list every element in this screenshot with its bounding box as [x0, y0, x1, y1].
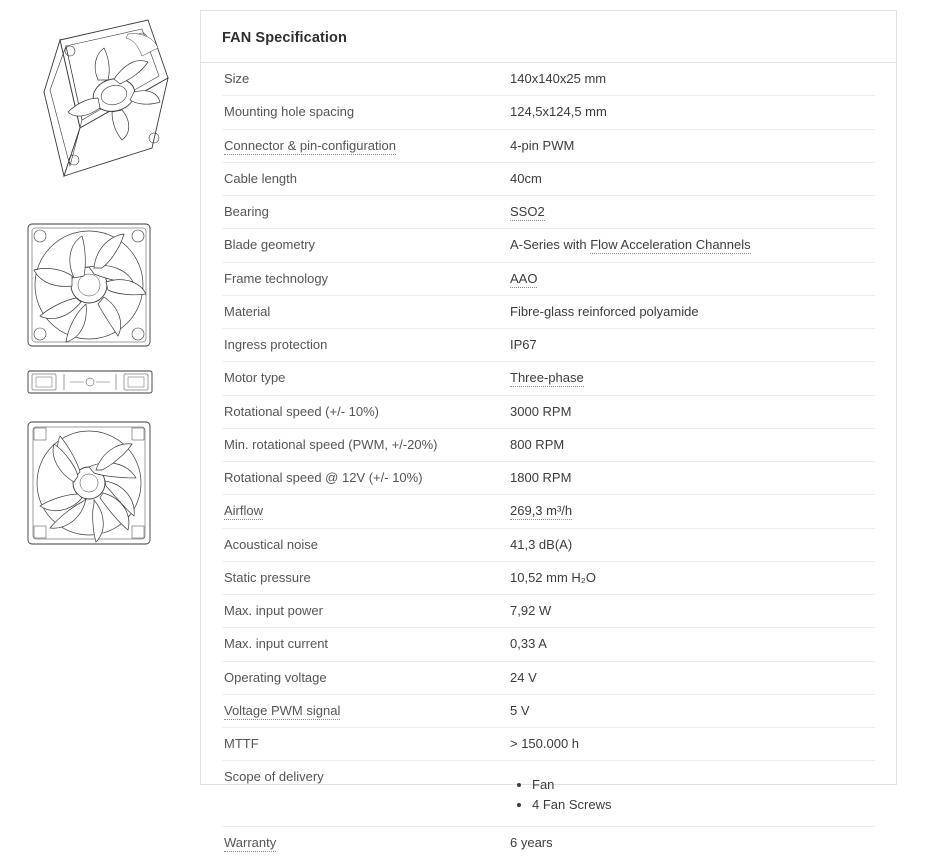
spec-row-value: [508, 561, 875, 594]
spec-row-value[interactable]: [508, 362, 875, 395]
spec-row: [222, 129, 875, 162]
spec-label-text: Mounting hole spacing: [224, 104, 355, 120]
spec-row-value[interactable]: [508, 196, 875, 229]
spec-label-text: Voltage PWM signal: [224, 702, 341, 718]
spec-row-label: [222, 628, 508, 661]
spec-value-text: 4-pin PWM: [510, 137, 575, 153]
spec-value-prefix: A-Series with: [510, 237, 591, 253]
spec-row: [222, 462, 875, 495]
spec-row-value[interactable]: [508, 229, 875, 262]
spec-row-label: [222, 162, 508, 195]
spec-row-label: [222, 661, 508, 694]
scope-of-delivery-row: [222, 761, 875, 826]
fan-side-view[interactable]: [24, 365, 156, 399]
spec-row-label: [222, 96, 508, 129]
spec-row: [222, 628, 875, 661]
scope-of-delivery-label: [222, 761, 508, 826]
spec-row: [222, 362, 875, 395]
page-title: FAN Specification: [222, 30, 347, 46]
spec-row-value: [508, 395, 875, 428]
spec-panel-header: [201, 11, 896, 63]
spec-row-value: [508, 295, 875, 328]
spec-row: [222, 694, 875, 727]
spec-row: [222, 329, 875, 362]
spec-value-text: 5 V: [510, 702, 530, 718]
warranty-value: [508, 826, 875, 859]
spec-label-text: Connector & pin-configuration: [224, 137, 396, 153]
spec-row-value: [508, 96, 875, 129]
spec-row-label: [222, 528, 508, 561]
spec-row: [222, 561, 875, 594]
spec-label-text: Min. rotational speed (PWM, +/-20%): [224, 436, 438, 452]
spec-row-value: [508, 528, 875, 561]
spec-value-text: 0,33 A: [510, 636, 547, 652]
fan-perspective-view[interactable]: [24, 12, 174, 202]
spec-row: [222, 728, 875, 761]
scope-of-delivery-list: [510, 775, 873, 815]
spec-value-text: 800 RPM: [510, 436, 565, 452]
spec-label-text: Rotational speed @ 12V (+/- 10%): [224, 470, 423, 485]
spec-label-text: Acoustical noise: [224, 536, 318, 552]
spec-row-label: [222, 329, 508, 362]
spec-row-value: [508, 428, 875, 461]
spec-row-value: [508, 329, 875, 362]
spec-row-label: [222, 262, 508, 295]
spec-label-text: Rotational speed (+/- 10%): [224, 403, 380, 419]
spec-row-value: [508, 728, 875, 761]
spec-value-text: 10,52 mm H₂O: [510, 569, 596, 585]
spec-row-label: [222, 561, 508, 594]
list-item: • 4 Fan Screws: [532, 795, 873, 815]
spec-row-label[interactable]: [222, 129, 508, 162]
spec-value-text: 124,5x124,5 mm: [510, 104, 607, 120]
warranty-label-text: Warranty: [224, 834, 277, 850]
spec-row-value: [508, 595, 875, 628]
spec-value-text: 7,92 W: [510, 603, 552, 618]
specification-table: [222, 63, 875, 859]
spec-row-value: [508, 162, 875, 195]
spec-row-label: [222, 229, 508, 262]
spec-value-text: 269,3 m³/h: [510, 503, 573, 519]
spec-row: [222, 196, 875, 229]
spec-value-text: 1800 RPM: [510, 470, 572, 485]
spec-row-value[interactable]: [508, 262, 875, 295]
list-item: • Fan: [532, 775, 873, 795]
spec-label-text: Motor type: [224, 370, 286, 386]
warranty-row: [222, 826, 875, 859]
spec-value-text: SSO2: [510, 204, 545, 219]
spec-row-value: [508, 628, 875, 661]
spec-label-text: Max. input power: [224, 603, 323, 618]
spec-row: [222, 395, 875, 428]
spec-row: [222, 96, 875, 129]
product-image-gallery: [0, 0, 196, 787]
spec-row: [222, 262, 875, 295]
spec-row: [222, 295, 875, 328]
spec-label-text: Operating voltage: [224, 669, 327, 685]
spec-value-text: 41,3 dB(A): [510, 536, 573, 552]
spec-row-label[interactable]: [222, 495, 508, 528]
scope-of-delivery-label-text: Scope of delivery: [224, 769, 324, 785]
spec-row-label: [222, 63, 508, 96]
spec-value-text: 24 V: [510, 669, 537, 685]
spec-row: [222, 63, 875, 96]
spec-row: [222, 661, 875, 694]
spec-label-text: Cable length: [224, 170, 297, 186]
warranty-label[interactable]: [222, 826, 508, 859]
spec-row: [222, 495, 875, 528]
spec-row-label: [222, 362, 508, 395]
spec-label-text: Size: [224, 71, 250, 86]
spec-row: [222, 428, 875, 461]
spec-label-text: Bearing: [224, 204, 269, 219]
spec-label-text: Airflow: [224, 503, 264, 519]
spec-label-text: Ingress protection: [224, 337, 328, 352]
fan-specification-panel: [200, 10, 897, 850]
spec-row-value[interactable]: [508, 495, 875, 528]
spec-row-label: [222, 728, 508, 761]
spec-label-text: Blade geometry: [224, 237, 316, 253]
spec-row-label: [222, 196, 508, 229]
spec-row-value: [508, 661, 875, 694]
spec-value-link[interactable]: Flow Acceleration Channels: [590, 237, 751, 253]
spec-row-value: [508, 63, 875, 96]
spec-label-text: Material: [224, 303, 271, 319]
spec-label-text: Max. input current: [224, 636, 329, 652]
spec-row-label[interactable]: [222, 694, 508, 727]
spec-row: [222, 162, 875, 195]
spec-row-label: [222, 395, 508, 428]
spec-row-label: [222, 295, 508, 328]
spec-value-text: 3000 RPM: [510, 403, 572, 419]
spec-row-value: [508, 129, 875, 162]
spec-row-label: [222, 595, 508, 628]
spec-label-text: MTTF: [224, 736, 259, 751]
scope-of-delivery-value: [508, 761, 875, 826]
spec-value-text: AAO: [510, 270, 538, 286]
spec-value-text: IP67: [510, 337, 537, 352]
page-gutter: [897, 0, 930, 787]
spec-panel-body: [201, 63, 896, 859]
fan-rear-view[interactable]: [24, 418, 154, 548]
spec-row: [222, 595, 875, 628]
spec-row: [222, 528, 875, 561]
spec-label-text: Static pressure: [224, 569, 311, 585]
fan-front-view[interactable]: [24, 220, 154, 350]
spec-value-text: > 150.000 h: [510, 736, 580, 751]
spec-row-value: [508, 694, 875, 727]
spec-value-text: Fibre-glass reinforced polyamide: [510, 303, 699, 319]
warranty-value-text: 6 years: [510, 834, 553, 850]
spec-row-label: [222, 428, 508, 461]
spec-row-label: [222, 462, 508, 495]
spec-value-text: 40cm: [510, 170, 542, 186]
spec-value-text: 140x140x25 mm: [510, 71, 607, 86]
spec-label-text: Frame technology: [224, 270, 329, 286]
spec-value-text: Three-phase: [510, 370, 584, 386]
spec-row: [222, 229, 875, 262]
spec-row-value: [508, 462, 875, 495]
